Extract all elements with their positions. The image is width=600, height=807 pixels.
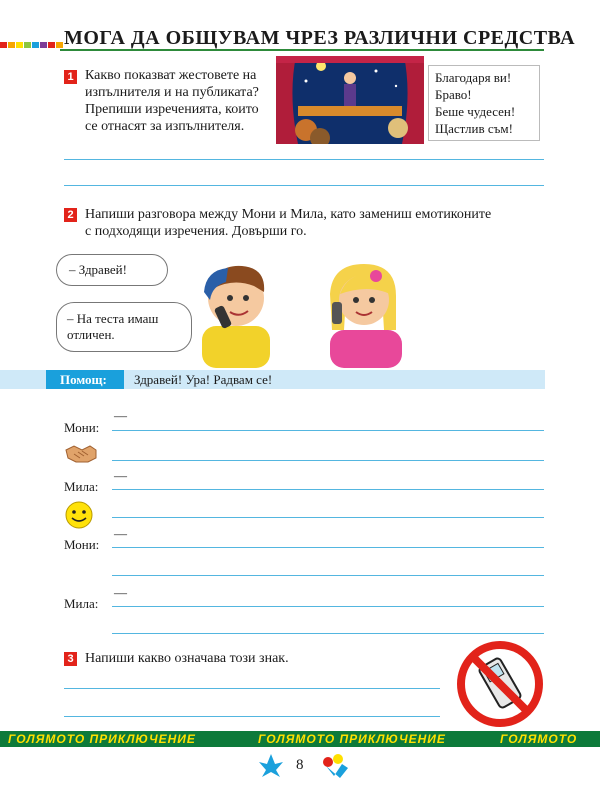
task-1-line: Какво показват жестовете на bbox=[85, 68, 257, 83]
task-3-question: Напиши какво означава този знак. bbox=[85, 651, 289, 666]
task-2-line: Напиши разговора между Мони и Мила, като замениш емотиконите bbox=[85, 207, 492, 222]
speech-bubble-test bbox=[56, 302, 192, 352]
phrase: Щастлив съм! bbox=[435, 121, 513, 136]
girl-on-phone-illustration bbox=[312, 260, 412, 368]
no-phone-sign-icon bbox=[456, 640, 544, 728]
task-1-line: Препиши изреченията, които bbox=[85, 102, 259, 117]
smiley-icon bbox=[64, 500, 94, 530]
dialog-line[interactable] bbox=[112, 606, 544, 607]
stage-illustration bbox=[276, 56, 424, 144]
footer-word: ГОЛЯМОТО bbox=[500, 732, 578, 746]
dialog-dash: — bbox=[114, 526, 127, 541]
bubble-text: – Здравей! bbox=[69, 262, 127, 277]
answer-line[interactable] bbox=[64, 716, 440, 717]
task-1-line: изпълнителя и на публиката? bbox=[85, 85, 259, 100]
dialog-line[interactable] bbox=[112, 633, 544, 634]
title-underline bbox=[60, 49, 544, 51]
dialog-line[interactable] bbox=[112, 575, 544, 576]
bubble-text: отличен. bbox=[67, 327, 115, 342]
dialog-line[interactable] bbox=[112, 489, 544, 490]
answer-line[interactable] bbox=[64, 688, 440, 689]
dialog-dash: — bbox=[114, 585, 127, 600]
blue-flower-icon bbox=[258, 752, 284, 778]
bubble-text: – На теста имаш bbox=[67, 311, 159, 326]
page-title: МОГА ДА ОБЩУВАМ ЧРЕЗ РАЗЛИЧНИ СРЕДСТВА bbox=[64, 27, 576, 49]
task-2-number: 2 bbox=[64, 208, 77, 222]
help-label: Помощ: bbox=[46, 370, 124, 389]
speaker-moni: Мони: bbox=[64, 537, 100, 552]
phrase: Беше чудесен! bbox=[435, 104, 516, 119]
footer-word: ГОЛЯМОТО ПРИКЛЮЧЕНИЕ bbox=[8, 732, 196, 746]
dialog-dash: — bbox=[114, 468, 127, 483]
task-1-line: се отнасят за изпълнителя. bbox=[85, 119, 245, 134]
phrase: Благодаря ви! bbox=[435, 70, 512, 85]
header-color-bar bbox=[0, 42, 64, 48]
dialog-line[interactable] bbox=[112, 430, 544, 431]
speaker-mila: Мила: bbox=[64, 479, 99, 494]
help-text: Здравей! Ура! Радвам се! bbox=[134, 372, 273, 387]
dialog-line[interactable] bbox=[112, 460, 544, 461]
phrases-box bbox=[428, 65, 540, 141]
dialog-dash: — bbox=[114, 408, 127, 423]
speaker-mila: Мила: bbox=[64, 596, 99, 611]
task-1-question bbox=[85, 67, 259, 135]
phrase: Браво! bbox=[435, 87, 472, 102]
flowers-icon bbox=[320, 752, 350, 778]
footer-word: ГОЛЯМОТО ПРИКЛЮЧЕНИЕ bbox=[258, 732, 446, 746]
speaker-moni: Мони: bbox=[64, 420, 100, 435]
boy-on-phone-illustration bbox=[184, 256, 284, 368]
task-2-question bbox=[85, 206, 491, 240]
task-3-number: 3 bbox=[64, 652, 77, 666]
answer-line[interactable] bbox=[64, 159, 544, 160]
task-2-line: с подходящи изречения. Довърши го. bbox=[85, 224, 307, 239]
answer-line[interactable] bbox=[64, 185, 544, 186]
page-number: 8 bbox=[296, 757, 304, 773]
dialog-line[interactable] bbox=[112, 547, 544, 548]
speech-bubble-greeting bbox=[56, 254, 168, 286]
handshake-icon bbox=[64, 440, 98, 466]
task-1-number: 1 bbox=[64, 70, 77, 84]
dialog-line[interactable] bbox=[112, 517, 544, 518]
